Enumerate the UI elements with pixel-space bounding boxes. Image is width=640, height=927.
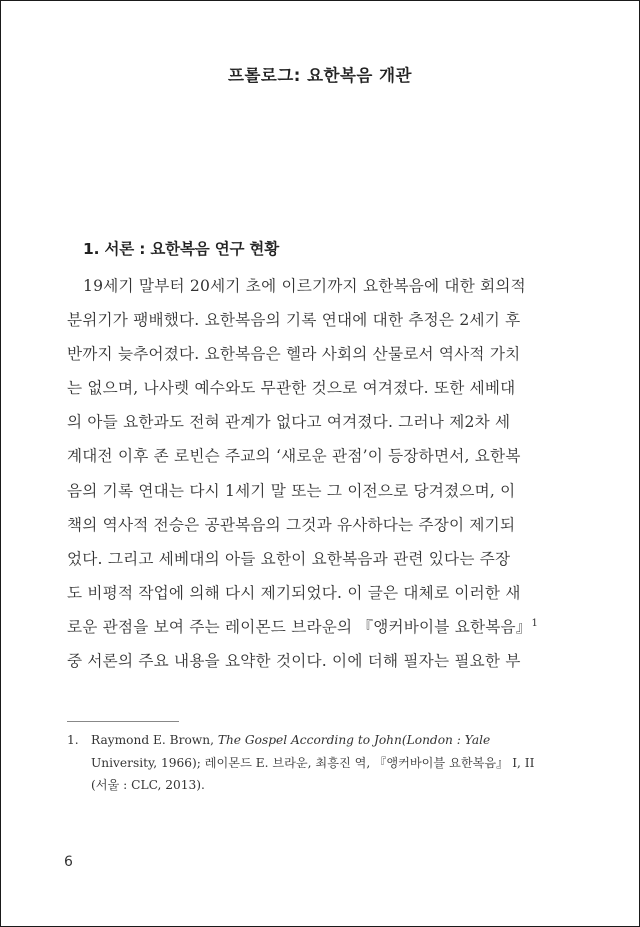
footnote-number: 1. xyxy=(67,733,79,747)
footnote-line: (서울 : CLC, 2013). xyxy=(91,778,205,792)
page-title: 프롤로그: 요한복음 개관 xyxy=(228,66,412,85)
footnote-book-title: The Gospel According to John(London : Yale xyxy=(217,733,491,747)
footnote-author: Raymond E. Brown, xyxy=(91,733,218,747)
body-line: 중 서론의 주요 내용을 요약한 것이다. 이에 더해 필자는 필요한 부 xyxy=(67,652,521,671)
body-line: 의 아들 요한과도 전혀 관계가 없다고 여겨졌다. 그러나 제2차 세 xyxy=(67,413,511,432)
body-line: 분위기가 팽배했다. 요한복음의 기록 연대에 대한 추정은 2세기 후 xyxy=(67,311,521,330)
body-line: 반까지 늦추어졌다. 요한복음은 헬라 사회의 산물로서 역사적 가치 xyxy=(67,345,521,364)
body-line: 도 비평적 작업에 의해 다시 제기되었다. 이 글은 대체로 이러한 새 xyxy=(67,583,521,602)
footnote-line xyxy=(67,729,567,752)
footnote-line: University, 1966); 레이몬드 E. 브라운, 최흥진 역, 『앵커바이블 요한복음』 I, II xyxy=(91,755,535,770)
footnote-reference[interactable]: 1 xyxy=(531,617,539,629)
body-line-text: 로운 관점을 보여 주는 레이몬드 브라운의 『앵커바이블 요한복음』 xyxy=(67,617,532,636)
body-line: 19세기 말부터 20세기 초에 이르기까지 요한복음에 대한 회의적 xyxy=(83,277,526,295)
footnote-divider xyxy=(67,721,179,722)
body-line: 었다. 그리고 세베대의 아들 요한이 요한복음과 관련 있다는 주장 xyxy=(67,549,511,568)
footnote xyxy=(67,729,567,797)
body-line: 계대전 이후 존 로빈슨 주교의 ‘새로운 관점’이 등장하면서, 요한복 xyxy=(67,447,521,466)
body-line: 는 없으며, 나사렛 예수와도 무관한 것으로 여겨졌다. 또한 세베대 xyxy=(67,379,516,398)
body-line: 책의 역사적 전승은 공관복음의 그것과 유사하다는 주장이 제기되 xyxy=(67,515,516,534)
body-text xyxy=(67,269,579,678)
body-line: 음의 기록 연대는 다시 1세기 말 또는 그 이전으로 당겨졌으며, 이 xyxy=(67,481,516,500)
page-number: 6 xyxy=(64,854,73,870)
body-line xyxy=(67,610,579,644)
section-heading: 1. 서론 : 요한복음 연구 현황 xyxy=(83,240,279,258)
